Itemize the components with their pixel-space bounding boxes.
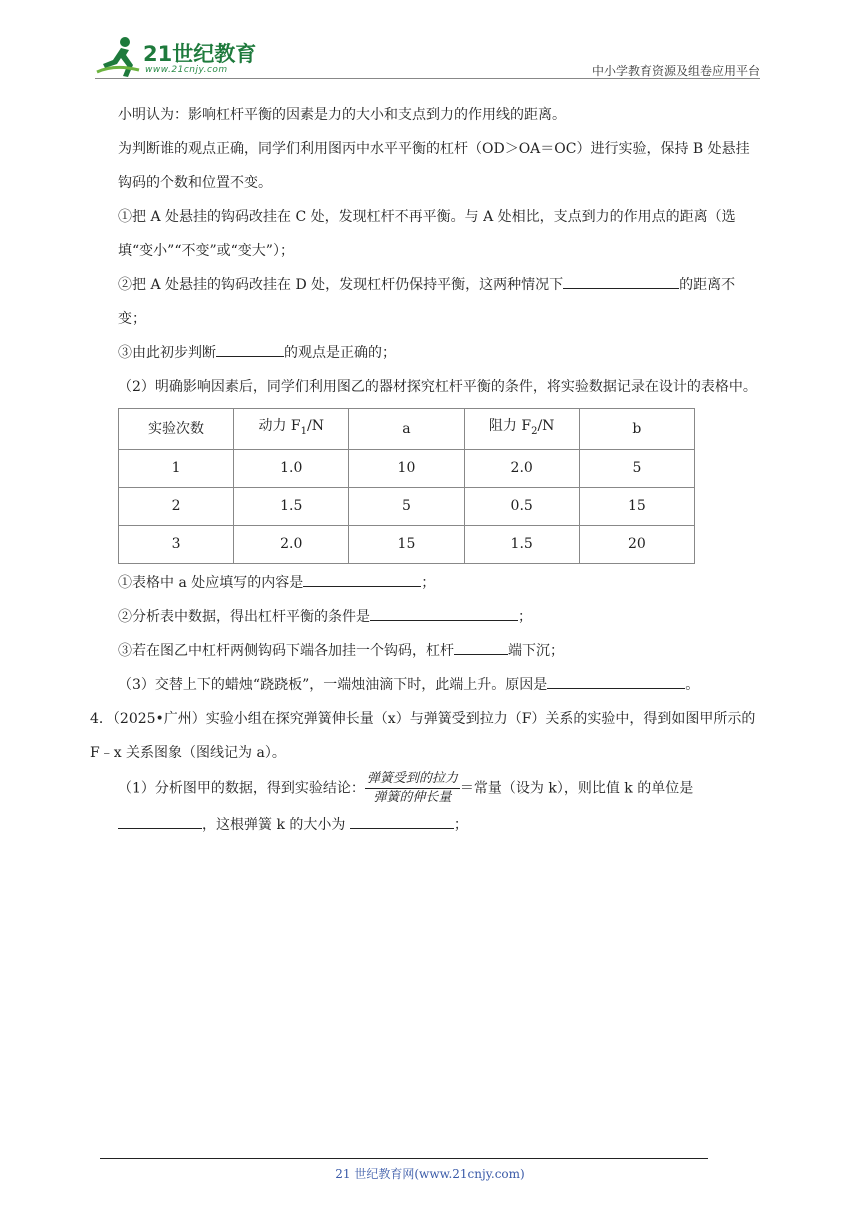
step-1-text: 把 A 处悬挂的钩码改挂在 C 处，发现杠杆不再平衡。与 A 处相比，支点到力的作用点的距离（选填“变小”“不变”或“变大”）； [118, 209, 736, 259]
table-header-cell: b [579, 409, 694, 450]
table-header-cell: 阻力 $F_2/N$ [464, 409, 579, 450]
table-row [119, 525, 695, 563]
table-cell: 1 [119, 449, 234, 487]
step-2-text-b: 的距离不变； [118, 277, 736, 327]
ratio-fraction [365, 770, 460, 807]
circled-number: ③ [118, 345, 132, 361]
table-header-cell: 动力 $F_1/N$ [234, 409, 349, 450]
page-header [95, 34, 760, 80]
table-cell: 3 [119, 525, 234, 563]
answer-blank[interactable] [216, 339, 284, 357]
logo-url: www.21cnjy.com [145, 65, 228, 75]
footer-divider [100, 1158, 708, 1159]
answer-blank[interactable] [563, 271, 679, 289]
table-cell: 1.5 [464, 525, 579, 563]
table-cell: 0.5 [464, 487, 579, 525]
table-header-cell: 实验次数 [119, 409, 234, 450]
q4-part-1-text-a: （1）分析图甲的数据，得到实验结论： [118, 780, 365, 797]
part-2-intro: （2）明确影响因素后，同学们利用图乙的器材探究杠杆平衡的条件，将实验数据记录在设计的表格中。 [118, 379, 757, 395]
table-cell: 20 [579, 525, 694, 563]
step-2-text-a: 把 A 处悬挂的钩码改挂在 D 处，发现杠杆仍保持平衡，这两种情况下 [132, 277, 564, 293]
circled-number: ② [118, 277, 132, 293]
table-header-row [119, 409, 695, 450]
table-cell: 2.0 [234, 525, 349, 563]
table-cell: 5 [349, 487, 464, 525]
circled-number: ① [118, 209, 132, 225]
table-cell: 5 [579, 449, 694, 487]
table-row [119, 449, 695, 487]
q4-part-1-text-c: ，这根弹簧 k 的大小为 [202, 816, 346, 833]
step-2 [118, 268, 763, 336]
circled-number: ② [118, 608, 132, 625]
step-1 [118, 200, 763, 268]
table-cell: 2 [119, 487, 234, 525]
fraction-denominator: 弹簧的伸长量 [373, 789, 452, 805]
table-row [119, 487, 695, 525]
answer-blank[interactable] [303, 569, 421, 587]
part-3-text: （3）交替上下的蜡烛“跷跷板”，一端烛油滴下时，此端上升。原因是 [118, 676, 548, 693]
circled-number: ① [118, 574, 132, 591]
question-content [90, 98, 763, 843]
sub-question-1: ①表格中 a 处应填写的内容是 ； [118, 566, 763, 600]
answer-blank[interactable] [350, 811, 454, 829]
answer-blank[interactable] [454, 637, 508, 655]
data-table [118, 408, 695, 564]
logo [95, 34, 295, 80]
table-cell: 2.0 [464, 449, 579, 487]
logo-text: 21世纪教育 [143, 42, 257, 66]
table-header-cell: a [349, 409, 464, 450]
runner-logo-icon [95, 34, 143, 78]
step-3 [118, 336, 763, 370]
answer-blank[interactable] [118, 811, 202, 829]
sub-question-2-text: 分析表中数据，得出杠杆平衡的条件是 [132, 608, 370, 625]
step-3-text-b: 的观点是正确的； [284, 345, 396, 361]
table-cell: 1.5 [234, 487, 349, 525]
answer-blank[interactable] [370, 603, 518, 621]
q4-part-1-text-b: ＝常量（设为 k），则比值 k 的单位是 [459, 780, 694, 797]
circled-number: ③ [118, 642, 132, 659]
table-cell: 10 [349, 449, 464, 487]
answer-blank[interactable] [547, 671, 685, 689]
paragraph-experiment: 为判断谁的观点正确，同学们利用图丙中水平平衡的杠杆（OD＞OA＝OC）进行实验，保持 B 处悬挂钩码的个数和位置不变。 [118, 141, 750, 191]
sub-question-1-text: 表格中 a 处应填写的内容是 [132, 574, 304, 591]
sub-question-3-text: 若在图乙中杠杆两侧钩码下端各加挂一个钩码，杠杆 [132, 642, 454, 659]
question-4-intro: 4．（2025•广州）实验小组在探究弹簧伸长量（x）与弹簧受到拉力（F）关系的实验中，得到如图甲所示的 F﹣x 关系图象（图线记为 a）。 [90, 710, 756, 761]
part-3: （3）交替上下的蜡烛“跷跷板”，一端烛油滴下时，此端上升。原因是 。 [118, 668, 763, 702]
fraction-numerator: 弹簧受到的拉力 [365, 770, 460, 789]
question-4-part-1: （1）分析图甲的数据，得到实验结论： $\frac{\text{弹簧受到的拉力}}{\text{弹簧的伸长量}}$ ＝常量（设为 k），则比值 k 的单位是 ，这根弹簧 k 的大小为 ； [118, 770, 694, 833]
table-cell: 15 [349, 525, 464, 563]
step-3-text-a: 由此初步判断 [132, 345, 216, 361]
table-cell: 15 [579, 487, 694, 525]
footer-text: 21 世纪教育网(www.21cnjy.com) [335, 1167, 525, 1181]
paragraph-xiaoming: 小明认为：影响杠杆平衡的因素是力的大小和支点到力的作用线的距离。 [118, 107, 566, 123]
table-cell: 1.0 [234, 449, 349, 487]
header-platform-name: 中小学教育资源及组卷应用平台 [591, 64, 760, 78]
sub-question-2: ②分析表中数据，得出杠杆平衡的条件是 ； [118, 600, 763, 634]
sub-question-3: ③若在图乙中杠杆两侧钩码下端各加挂一个钩码，杠杆 端下沉； [118, 634, 763, 668]
header-divider [95, 78, 760, 79]
